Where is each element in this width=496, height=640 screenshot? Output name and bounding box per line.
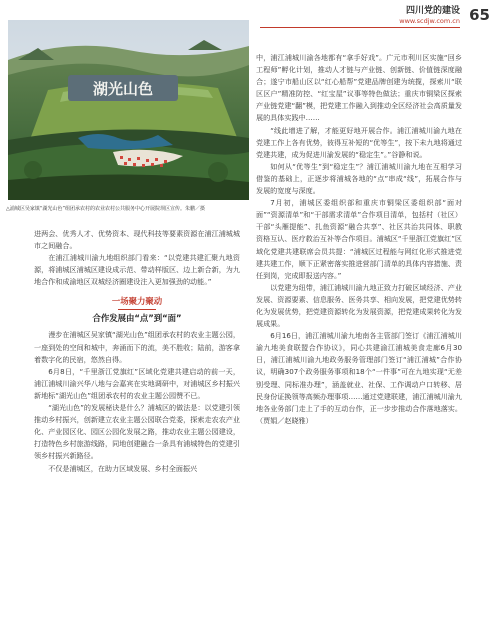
subhead-red-line: 一场聚力聚动 — [111, 296, 163, 307]
page-header — [260, 6, 490, 28]
left-para-3: 漫步在浦城区吴家镇“湖光山色”组团承农村的农业主题公园，一座到处的空间和城中，奔涌而下的流，美不胜收；陆前，游客拿着数字化的民宿，悠然自得。 — [34, 330, 240, 364]
subhead-black-line: 合作发展由“点”到“面” — [92, 313, 182, 324]
left-column — [34, 228, 240, 475]
magazine-title: 四川党的建设 — [405, 6, 460, 16]
right-para-1: 中，浦江浦城川渝各地都有“拿手好戏”。广元市利川区实施“回乡工程师”孵化计划，推动人才链与产业链、创新链、价值链深度融合；遂宁市船山区以“红心船帮”党建品牌创建为统揽，探索川“联区区户”精准防控、“红宝屋”议事等特色做法；重庆市铜梁区探索产业链党建“翻”模，把党建工作融入到推动全区经济社会高质量发展的具体实践中…… — [256, 53, 462, 123]
page-number: 65 — [469, 6, 490, 24]
photo-illustration — [8, 20, 249, 200]
right-para-5: 以党建为纽带，浦江浦城川渝九地正致力打破区域经济、产业发展、资源要素、信息服务、医务共享、相向发展，把党建优势转化为发展优势，把党建资源转化为发展资源，把党建成果转化为发展成果。 — [256, 282, 462, 329]
aerial-park-photo — [8, 20, 249, 200]
right-column — [256, 52, 462, 427]
left-para-5: “湖光山色”的发展秘诀是什么？浦城区的做法是：以党建引领推动乡村振兴，创新建立农业主题公园联合党委，探索走农农产业化、产业园区化、园区公园化发展之路，推动农业主题公园建设，打造特色乡村旅游线路，同地创建融合一条具有浦城特色的党建引领乡村振兴新路径。 — [34, 403, 240, 461]
right-para-4: 7月初，浦城区委组织部和重庆市铜梁区委组织部“面对面”“资源清单”和“干部需求清单”合作项目清单，包括村（社区）干部“头雁提能”、扎鱼资源“融合共享”、社区共治共同体、职教资格互认、医疗救治互补等合作项目。浦城区“千里浙江党旗红”区域化党建共建联席会员共提：“浦城区过程能与网红化形式推进党建共建工作，顺下正紧密落实推进营部门清单的具体内容措施、责任到岗，完成即报送内容。” — [256, 198, 462, 280]
header-rule — [260, 27, 460, 28]
subhead-rule — [118, 309, 156, 310]
right-para-3: 如何从“优等生”到“稳定生”？浦江浦城川渝九地在互相学习借鉴的基础上，正逐步将浦城各地的“点”串成“线”，拓展合作与发展的宽度与深度。 — [256, 161, 462, 196]
left-para-1: 进两会、优秀人才、优势资本、现代科技等要素资源在浦江浦城城市之间融合。 — [34, 229, 240, 251]
left-para-2: 在浦江浦城川渝九地组织部门看来：“以党建共建汇聚九地资源，将浦城区浦城区建设成示范、带动样版区、边上新合新，为九地合作和成渝地区双城经济圈建设注入更加强劲的动能。” — [34, 253, 240, 287]
right-para-6: 6月16日，浦江浦城川渝九地南各主管部门签订《浦江浦城川渝九地美食联盟合作协议》，同心共建渝江浦城美食走廊6月30日，浦江浦城川渝九地政务服务管理部门签订“浦江浦城”合作协议，明确307个政务服务事项和18个“一件事”可在九地实现“无差别受理、同标准办理”，涵盖就业、社保、工作调动户口转移、居民身份证换领等高频办理事项……通过党建联建，浦江浦城川渝九地各业务部门走上了手的互动台作，正一步步推动合作落地落实。（贾娟／赵晓雅） — [256, 331, 462, 425]
photo-sign-text: 湖光山色 — [92, 80, 154, 98]
left-para-4: 6月8日，“千里浙江党旗红”区域化党建共建启动的前一天，浦江浦城川渝兴华八地与会嘉宾在实地调研中，对浦城区乡村振兴新地标“湖光山色”组团承农村的农业主题公园赞不已。 — [34, 366, 240, 400]
right-para-2: “线此增进了解，才能更好地开展合作。浦江浦城川渝九地在党建工作上各有优势，彼得互补短的“优等生”，按下未九地将通过党建共建，成为促进川渝发展的“稳定生”。”谷静和说。 — [256, 125, 462, 159]
section-subhead — [34, 295, 240, 324]
magazine-url[interactable]: www.scdjw.com.cn — [399, 17, 460, 25]
photo-caption: △浦城区吴家镇“湖光山色”组团承农村的农业农村公共服务中心开展院坝区宣传。朱鹏／摄 — [6, 206, 206, 212]
left-para-6: 不仅是浦城区，在助力区域发展、乡村全面振兴 — [48, 463, 198, 473]
